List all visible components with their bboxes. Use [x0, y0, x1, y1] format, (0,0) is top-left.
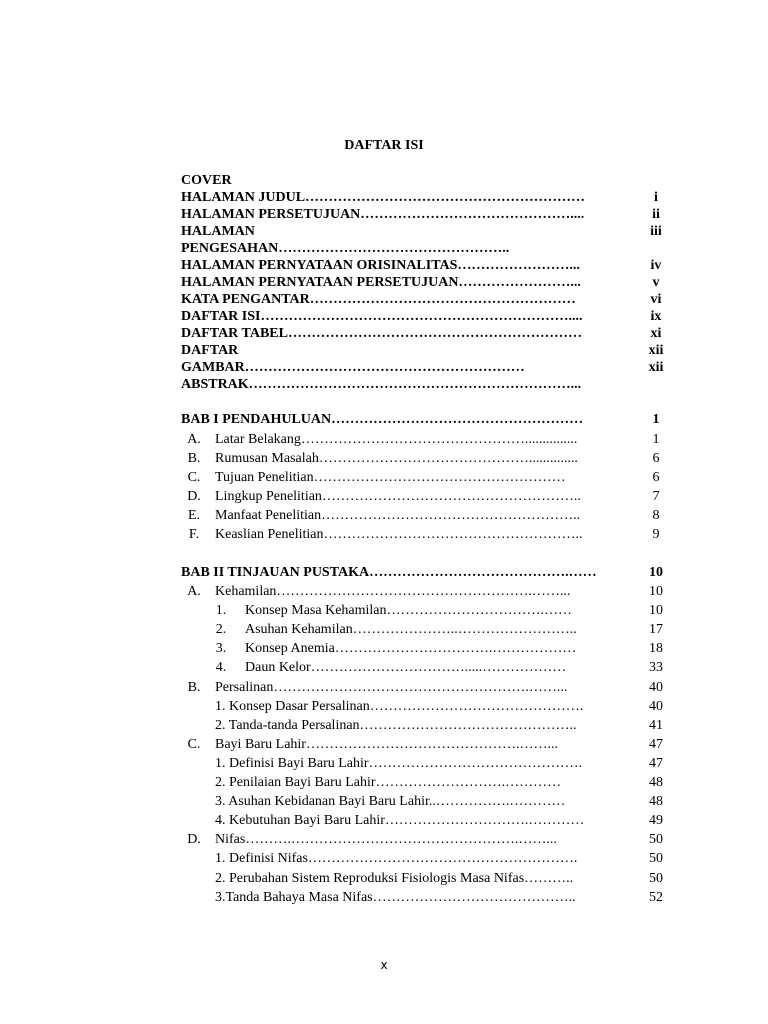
toc-entry-label: ABSTRAK……………………………………………………………...	[181, 377, 582, 392]
toc-entry-page: 50	[649, 851, 663, 866]
toc-entry-page: 1	[652, 432, 660, 447]
toc-entry-label: Latar Belakang…………………………………………...............	[215, 432, 578, 447]
toc-entry-label: 2. Tanda-tanda Persalinan………………………………………..	[215, 718, 577, 733]
toc-entry-label: Lingkup Penelitian………………………………………………..	[215, 489, 581, 504]
toc-entry-page: i	[654, 190, 658, 205]
toc-entry-page: 40	[649, 699, 663, 714]
toc-entry-page: 9	[652, 527, 660, 542]
toc-entry-label: Nifas……….………………………………………….……...	[215, 832, 557, 847]
toc-entry-label: GAMBAR……………………………………………………	[181, 360, 525, 375]
toc-entry-page: 47	[649, 737, 663, 752]
toc-entry-letter: F.	[188, 527, 200, 542]
toc-entry-label: 3. Asuhan Kebidanan Bayi Baru Lahir..…………….…………	[215, 794, 566, 809]
toc-entry-page: xii	[648, 360, 664, 375]
toc-entry-label: COVER	[181, 173, 232, 188]
toc-entry-label: DAFTAR ISI…………………………………………………………....	[181, 309, 583, 324]
toc-entry-page: 52	[649, 890, 663, 905]
toc-entry-page: 6	[652, 451, 660, 466]
toc-entry-letter: 4.	[215, 660, 227, 675]
toc-entry-page: 48	[649, 794, 663, 809]
toc-entry-label: PENGESAHAN…………………………………………..	[181, 241, 510, 256]
toc-entry-label: 3.Tanda Bahaya Masa Nifas……………………………………..	[215, 890, 576, 905]
toc-entry-page: 7	[652, 489, 660, 504]
toc-entry-letter: B.	[187, 451, 201, 466]
toc-entry-page: 48	[649, 775, 663, 790]
toc-entry-page: v	[652, 275, 660, 290]
toc-entry-letter: B.	[187, 680, 201, 695]
toc-entry-label: Konsep Masa Kehamilan…………………………….……	[245, 603, 573, 618]
toc-entry-letter: A.	[187, 584, 201, 599]
toc-entry-letter: C.	[187, 737, 201, 752]
toc-entry-label: Kehamilan……………………………………………….……...	[215, 584, 571, 599]
toc-entry-page: 17	[649, 622, 663, 637]
toc-entry-label: 4. Kebutuhan Bayi Baru Lahir………………………….…………	[215, 813, 585, 828]
toc-entry-letter: 1.	[215, 603, 227, 618]
toc-entry-page: iii	[650, 224, 662, 239]
toc-entry-label: Asuhan Kehamilan…………………..……………………..	[245, 622, 577, 637]
toc-entry-letter: E.	[187, 508, 201, 523]
chapter-page: 10	[649, 565, 663, 580]
toc-entry-page: 40	[649, 680, 663, 695]
toc-entry-label: Bayi Baru Lahir……………………………………….……...	[215, 737, 558, 752]
toc-entry-label: Daun Kelor…………………………….....………………	[245, 660, 567, 675]
toc-entry-page: 50	[649, 871, 663, 886]
toc-entry-page: xi	[650, 326, 662, 341]
toc-entry-label: 2. Penilaian Bayi Baru Lahir……………………….…………	[215, 775, 562, 790]
toc-entry-page: 49	[649, 813, 663, 828]
toc-entry-label: HALAMAN JUDUL……………………………………………………	[181, 190, 586, 205]
toc-entry-label: Rumusan Masalah………………………………………..............	[215, 451, 578, 466]
toc-entry-label: HALAMAN PERSETUJUAN………………………………………....	[181, 207, 585, 222]
toc-entry-page: 33	[649, 660, 663, 675]
toc-entry-letter: D.	[187, 832, 201, 847]
toc-entry-label: DAFTAR	[181, 343, 239, 358]
toc-entry-letter: D.	[187, 489, 201, 504]
toc-entry-label: Konsep Anemia…………………………….………………	[245, 641, 577, 656]
chapter-page: 1	[652, 412, 660, 427]
toc-entry-label: Persalinan……………………………………………….……...	[215, 680, 568, 695]
chapter-heading: BAB I PENDAHULUAN………………………………………………	[181, 412, 584, 427]
toc-entry-label: 1. Konsep Dasar Persalinan……………………………………….	[215, 699, 584, 714]
toc-entry-label: HALAMAN PERNYATAAN PERSETUJUAN……………………...	[181, 275, 581, 290]
toc-entry-letter: 3.	[215, 641, 227, 656]
toc-entry-label: DAFTAR TABEL………………………………………………………	[181, 326, 582, 341]
toc-entry-page: 50	[649, 832, 663, 847]
toc-entry-label: Tujuan Penelitian………………………………………………	[215, 470, 566, 485]
toc-entry-page: 10	[649, 584, 663, 599]
toc-entry-letter: A.	[187, 432, 201, 447]
toc-entry-page: xii	[648, 343, 664, 358]
toc-entry-label: KATA PENGANTAR…………………………………………………	[181, 292, 576, 307]
page-number: x	[380, 958, 388, 972]
toc-entry-page: vi	[650, 292, 662, 307]
toc-entry-label: HALAMAN	[181, 224, 255, 239]
toc-entry-letter: 2.	[215, 622, 227, 637]
toc-entry-label: HALAMAN PERNYATAAN ORISINALITAS……………………...	[181, 258, 580, 273]
toc-entry-page: iv	[650, 258, 662, 273]
toc-entry-letter: C.	[187, 470, 201, 485]
toc-entry-page: ix	[650, 309, 662, 324]
toc-entry-page: 18	[649, 641, 663, 656]
toc-entry-label: 1. Definisi Bayi Baru Lahir……………………………………….	[215, 756, 583, 771]
toc-entry-page: 6	[652, 470, 660, 485]
toc-entry-label: 1. Definisi Nifas………………………………………………….	[215, 851, 578, 866]
toc-entry-page: 47	[649, 756, 663, 771]
toc-entry-label: 2. Perubahan Sistem Reproduksi Fisiologis Masa Nifas………..	[215, 871, 574, 886]
toc-entry-page: 41	[649, 718, 663, 733]
toc-entry-page: ii	[652, 207, 660, 222]
chapter-heading: BAB II TINJAUAN PUSTAKA…………………………………….……	[181, 565, 597, 580]
toc-entry-label: Keaslian Penelitian………………………………………………..	[215, 527, 583, 542]
toc-entry-page: 8	[652, 508, 660, 523]
toc-entry-page: 10	[649, 603, 663, 618]
document-title: DAFTAR ISI	[344, 138, 424, 153]
toc-entry-label: Manfaat Penelitian………………………………………………..	[215, 508, 581, 523]
